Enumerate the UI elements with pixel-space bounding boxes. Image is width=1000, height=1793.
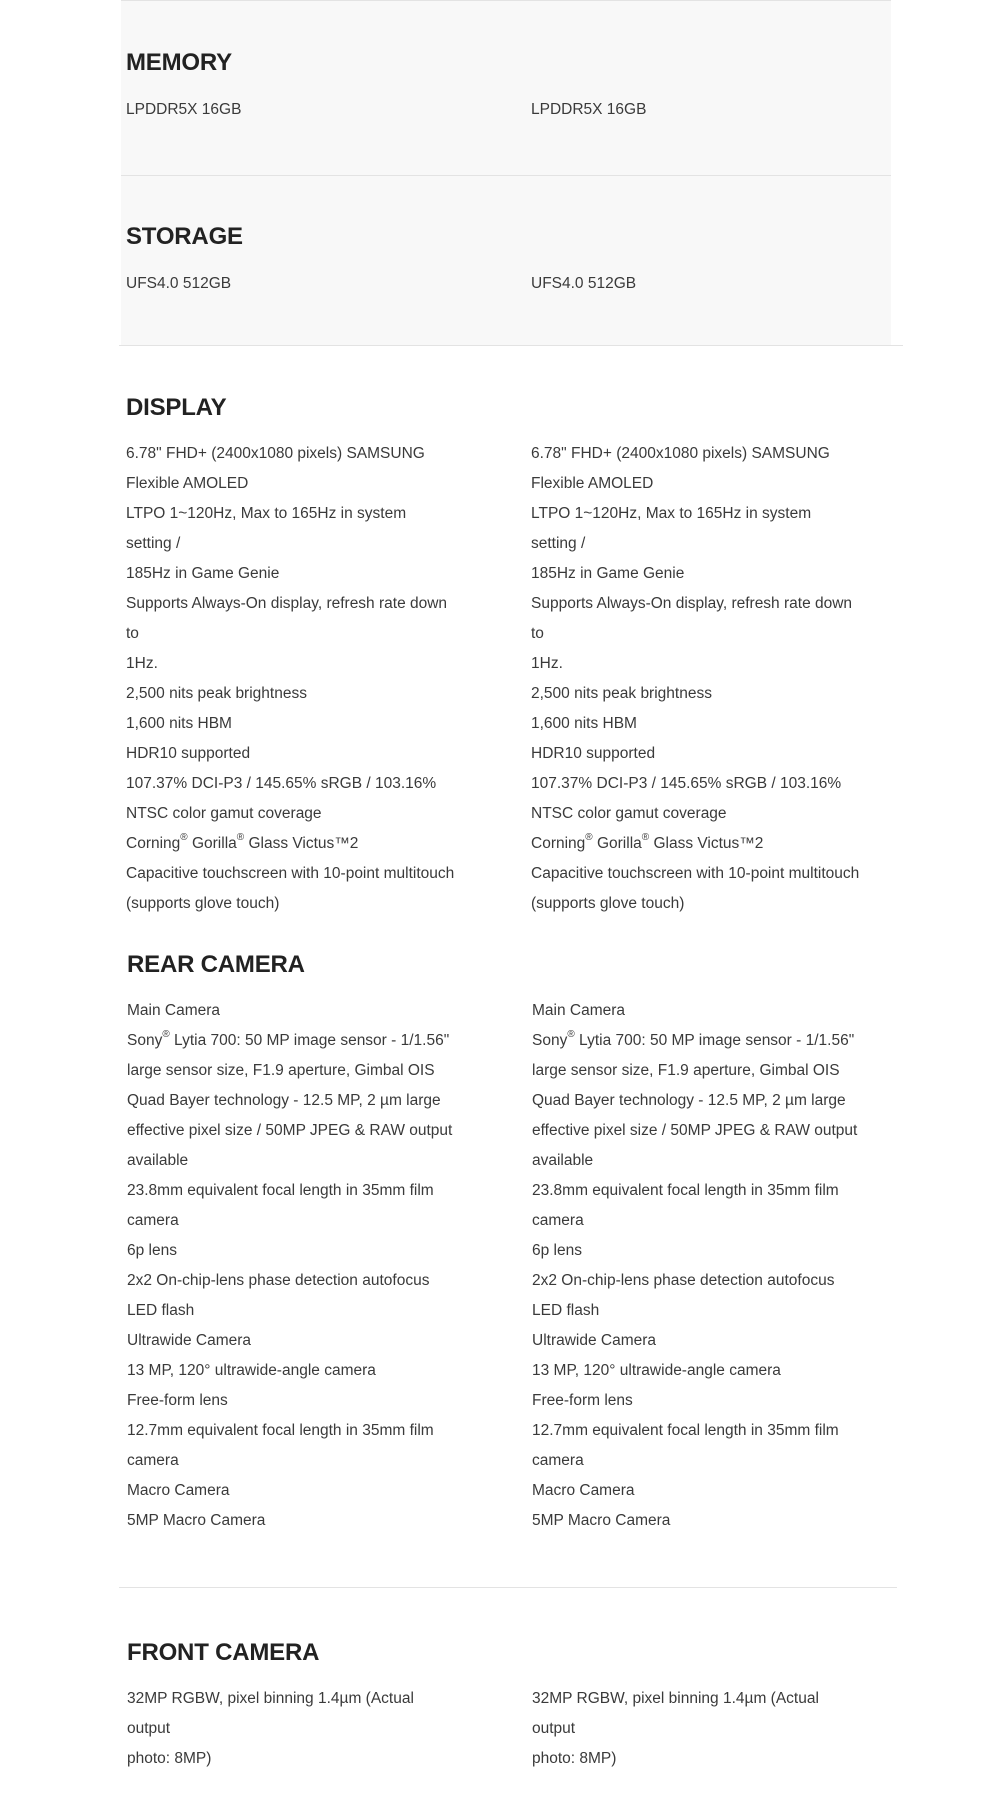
spec-line: 12.7mm equivalent focal length in 35mm film [127,1422,434,1439]
spec-line: 32MP RGBW, pixel binning 1.4µm (Actual output [127,1690,414,1737]
front-camera-heading: FRONT CAMERA [127,1639,320,1666]
display-right-column [531,439,861,919]
rear-camera-divider [119,1587,897,1588]
spec-line: photo: 8MP) [127,1750,212,1767]
spec-line: HDR10 supported [126,745,251,762]
spec-line: 1,600 nits HBM [531,715,637,732]
storage-right-column [531,269,861,299]
spec-line: Free-form lens [532,1392,633,1409]
spec-line: large sensor size, F1.9 aperture, Gimbal OIS [127,1062,435,1079]
spec-line: 5MP Macro Camera [127,1512,266,1529]
spec-line: Flexible AMOLED [126,475,249,492]
spec-line: 23.8mm equivalent focal length in 35mm film [127,1182,434,1199]
front-camera-right-column [532,1684,862,1774]
spec-line: Corning® Gorilla® Glass Victus™2 [531,831,764,852]
spec-line: UFS4.0 512GB [126,275,232,292]
spec-line: NTSC color gamut coverage [126,805,322,822]
spec-line: 2,500 nits peak brightness [126,685,307,702]
spec-line: Capacitive touchscreen with 10-point multitouch [531,865,860,882]
spec-line: 107.37% DCI-P3 / 145.65% sRGB / 103.16% [126,775,437,792]
spec-line: HDR10 supported [531,745,656,762]
spec-line: 6.78" FHD+ (2400x1080 pixels) SAMSUNG [126,445,425,462]
spec-line: 6p lens [532,1242,582,1259]
spec-line: 13 MP, 120° ultrawide-angle camera [532,1362,781,1379]
spec-line: Macro Camera [127,1482,230,1499]
memory-right-column [531,95,861,125]
spec-line: large sensor size, F1.9 aperture, Gimbal OIS [532,1062,840,1079]
spec-line: Quad Bayer technology - 12.5 MP, 2 µm large [532,1092,846,1109]
spec-line: 23.8mm equivalent focal length in 35mm film [532,1182,839,1199]
spec-line: Supports Always-On display, refresh rate down to [126,595,448,642]
memory-top-divider [121,0,891,1]
storage-divider [119,345,903,346]
spec-line: Quad Bayer technology - 12.5 MP, 2 µm large [127,1092,441,1109]
spec-line: LTPO 1~120Hz, Max to 165Hz in system setting / [531,505,812,552]
spec-line: Corning® Gorilla® Glass Victus™2 [126,831,359,852]
spec-line: 6p lens [127,1242,177,1259]
rear-camera-left-column [127,996,457,1536]
spec-line: 13 MP, 120° ultrawide-angle camera [127,1362,376,1379]
memory-section [121,0,891,175]
spec-line: 2x2 On-chip-lens phase detection autofocus [532,1272,835,1289]
spec-line: camera [532,1212,584,1229]
spec-line: LPDDR5X 16GB [531,101,647,118]
spec-line: LPDDR5X 16GB [126,101,242,118]
memory-left-column [126,95,456,125]
spec-line: Free-form lens [127,1392,228,1409]
spec-line: effective pixel size / 50MP JPEG & RAW output [127,1122,453,1139]
memory-heading: MEMORY [126,49,232,76]
display-heading: DISPLAY [126,394,227,421]
storage-section [121,176,891,345]
spec-line: effective pixel size / 50MP JPEG & RAW output [532,1122,858,1139]
spec-line: photo: 8MP) [532,1750,617,1767]
spec-line: 185Hz in Game Genie [126,565,280,582]
spec-line: camera [127,1452,179,1469]
spec-line: 1,600 nits HBM [126,715,232,732]
spec-line: camera [532,1452,584,1469]
spec-line: 6.78" FHD+ (2400x1080 pixels) SAMSUNG [531,445,830,462]
spec-line: Main Camera [532,1002,626,1019]
spec-line: 1Hz. [126,655,158,672]
spec-line: Supports Always-On display, refresh rate down to [531,595,853,642]
spec-line: 2,500 nits peak brightness [531,685,712,702]
spec-line: Ultrawide Camera [532,1332,657,1349]
spec-line: LED flash [532,1302,600,1319]
spec-line: Macro Camera [532,1482,635,1499]
spec-line: UFS4.0 512GB [531,275,637,292]
spec-line: Main Camera [127,1002,221,1019]
spec-line: available [532,1152,594,1169]
spec-line: Capacitive touchscreen with 10-point multitouch [126,865,455,882]
storage-heading: STORAGE [126,223,243,250]
spec-line: LTPO 1~120Hz, Max to 165Hz in system setting / [126,505,407,552]
spec-line: available [127,1152,189,1169]
spec-line: NTSC color gamut coverage [531,805,727,822]
spec-line: Sony® Lytia 700: 50 MP image sensor - 1/1.56" [127,1028,450,1049]
front-camera-left-column [127,1684,457,1774]
spec-line: (supports glove touch) [126,895,280,912]
spec-line: 107.37% DCI-P3 / 145.65% sRGB / 103.16% [531,775,842,792]
spec-line: Ultrawide Camera [127,1332,252,1349]
spec-line: Sony® Lytia 700: 50 MP image sensor - 1/1.56" [532,1028,855,1049]
spec-line: 1Hz. [531,655,563,672]
spec-line: 32MP RGBW, pixel binning 1.4µm (Actual output [532,1690,819,1737]
spec-line: 2x2 On-chip-lens phase detection autofocus [127,1272,430,1289]
spec-line: (supports glove touch) [531,895,685,912]
spec-line: Flexible AMOLED [531,475,654,492]
storage-left-column [126,269,456,299]
rear-camera-heading: REAR CAMERA [127,951,305,978]
rear-camera-right-column [532,996,862,1536]
spec-line: camera [127,1212,179,1229]
spec-line: 185Hz in Game Genie [531,565,685,582]
spec-line: 5MP Macro Camera [532,1512,671,1529]
spec-line: LED flash [127,1302,195,1319]
display-left-column [126,439,456,919]
spec-line: 12.7mm equivalent focal length in 35mm film [532,1422,839,1439]
